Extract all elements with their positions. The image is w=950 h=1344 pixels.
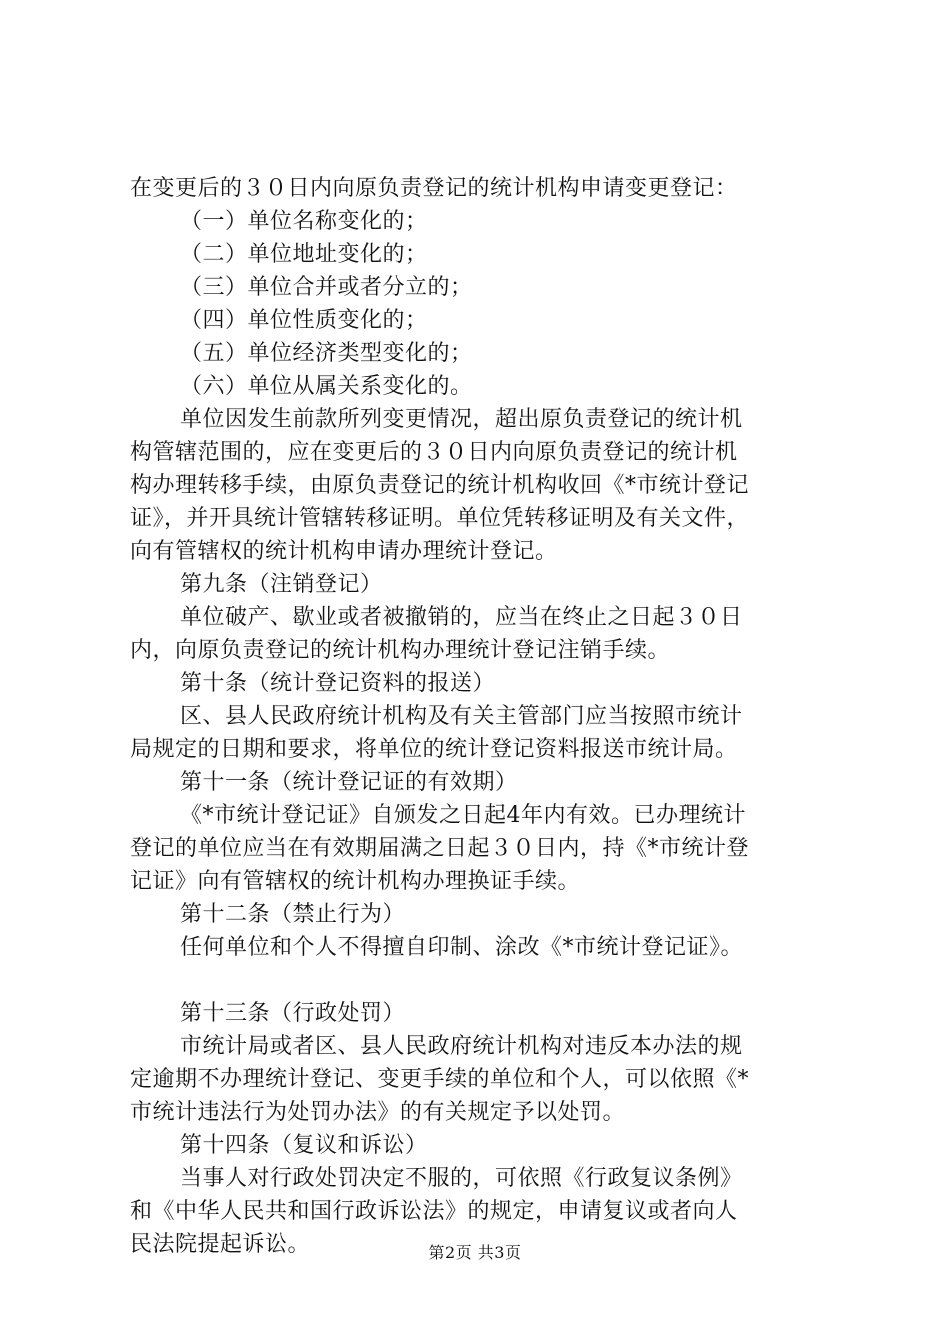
list-item: （五）单位经济类型变化的； [180,341,473,366]
text-line: 在变更后的３０日内向原负责登记的统计机构申请变更登记： [130,176,738,201]
text-line: 和《中华人民共和国行政诉讼法》的规定，申请复议或者向人 [130,1199,738,1224]
text-line: 市统计局或者区、县人民政府统计机构对违反本办法的规 [180,1034,743,1059]
text-line: 局规定的日期和要求，将单位的统计登记资料报送市统计局。 [130,737,738,762]
article-heading: 第十二条（禁止行为） [180,902,406,927]
text-line: 构办理转移手续，由原负责登记的统计机构收回《*市统计登记 [130,473,750,498]
text-line: 定逾期不办理统计登记、变更手续的单位和个人，可以依照《* [130,1067,750,1092]
article-heading: 第十条（统计登记资料的报送） [180,671,496,696]
text-line: 记证》向有管辖权的统计机构办理换证手续。 [130,869,581,894]
text-line: 当事人对行政处罚决定不服的，可依照《行政复议条例》 [180,1166,743,1191]
text-line: 《*市统计登记证》自颁发之日起4年内有效。已办理统计 [180,803,746,828]
text-line: 构管辖范围的，应在变更后的３０日内向原负责登记的统计机 [130,440,738,465]
text-line: 证》，并开具统计管辖转移证明。单位凭转移证明及有关文件， [130,506,750,531]
page-number: 第2页 共3页 [428,1243,522,1262]
text-line: 任何单位和个人不得擅自印制、涂改《*市统计登记证》。 [180,935,744,960]
text-line: 市统计违法行为处罚办法》的有关规定予以处罚。 [130,1100,626,1125]
article-heading: 第十三条（行政处罚） [180,1001,406,1026]
text-line: 内，向原负责登记的统计机构办理统计登记注销手续。 [130,638,671,663]
list-item: （三）单位合并或者分立的； [180,275,473,300]
article-heading: 第十四条（复议和诉讼） [180,1133,428,1158]
text-line: 民法院提起诉讼。 [130,1232,311,1257]
list-item: （六）单位从属关系变化的。 [180,374,473,399]
text-line: 向有管辖权的统计机构申请办理统计登记。 [130,539,558,564]
paragraph-gap [130,964,830,997]
text-line: 单位因发生前款所列变更情况，超出原负责登记的统计机 [180,407,743,432]
list-item: （二）单位地址变化的； [180,242,428,267]
list-item: （四）单位性质变化的； [180,308,428,333]
article-heading: 第九条（注销登记） [180,572,383,597]
text-line: 区、县人民政府统计机构及有关主管部门应当按照市统计 [180,704,743,729]
text-line: 登记的单位应当在有效期届满之日起３０日内，持《*市统计登 [130,836,750,861]
text-line: 单位破产、歇业或者被撤销的，应当在终止之日起３０日 [180,605,743,630]
document-body [130,172,830,1261]
list-item: （一）单位名称变化的； [180,209,428,234]
article-heading: 第十一条（统计登记证的有效期） [180,770,518,795]
